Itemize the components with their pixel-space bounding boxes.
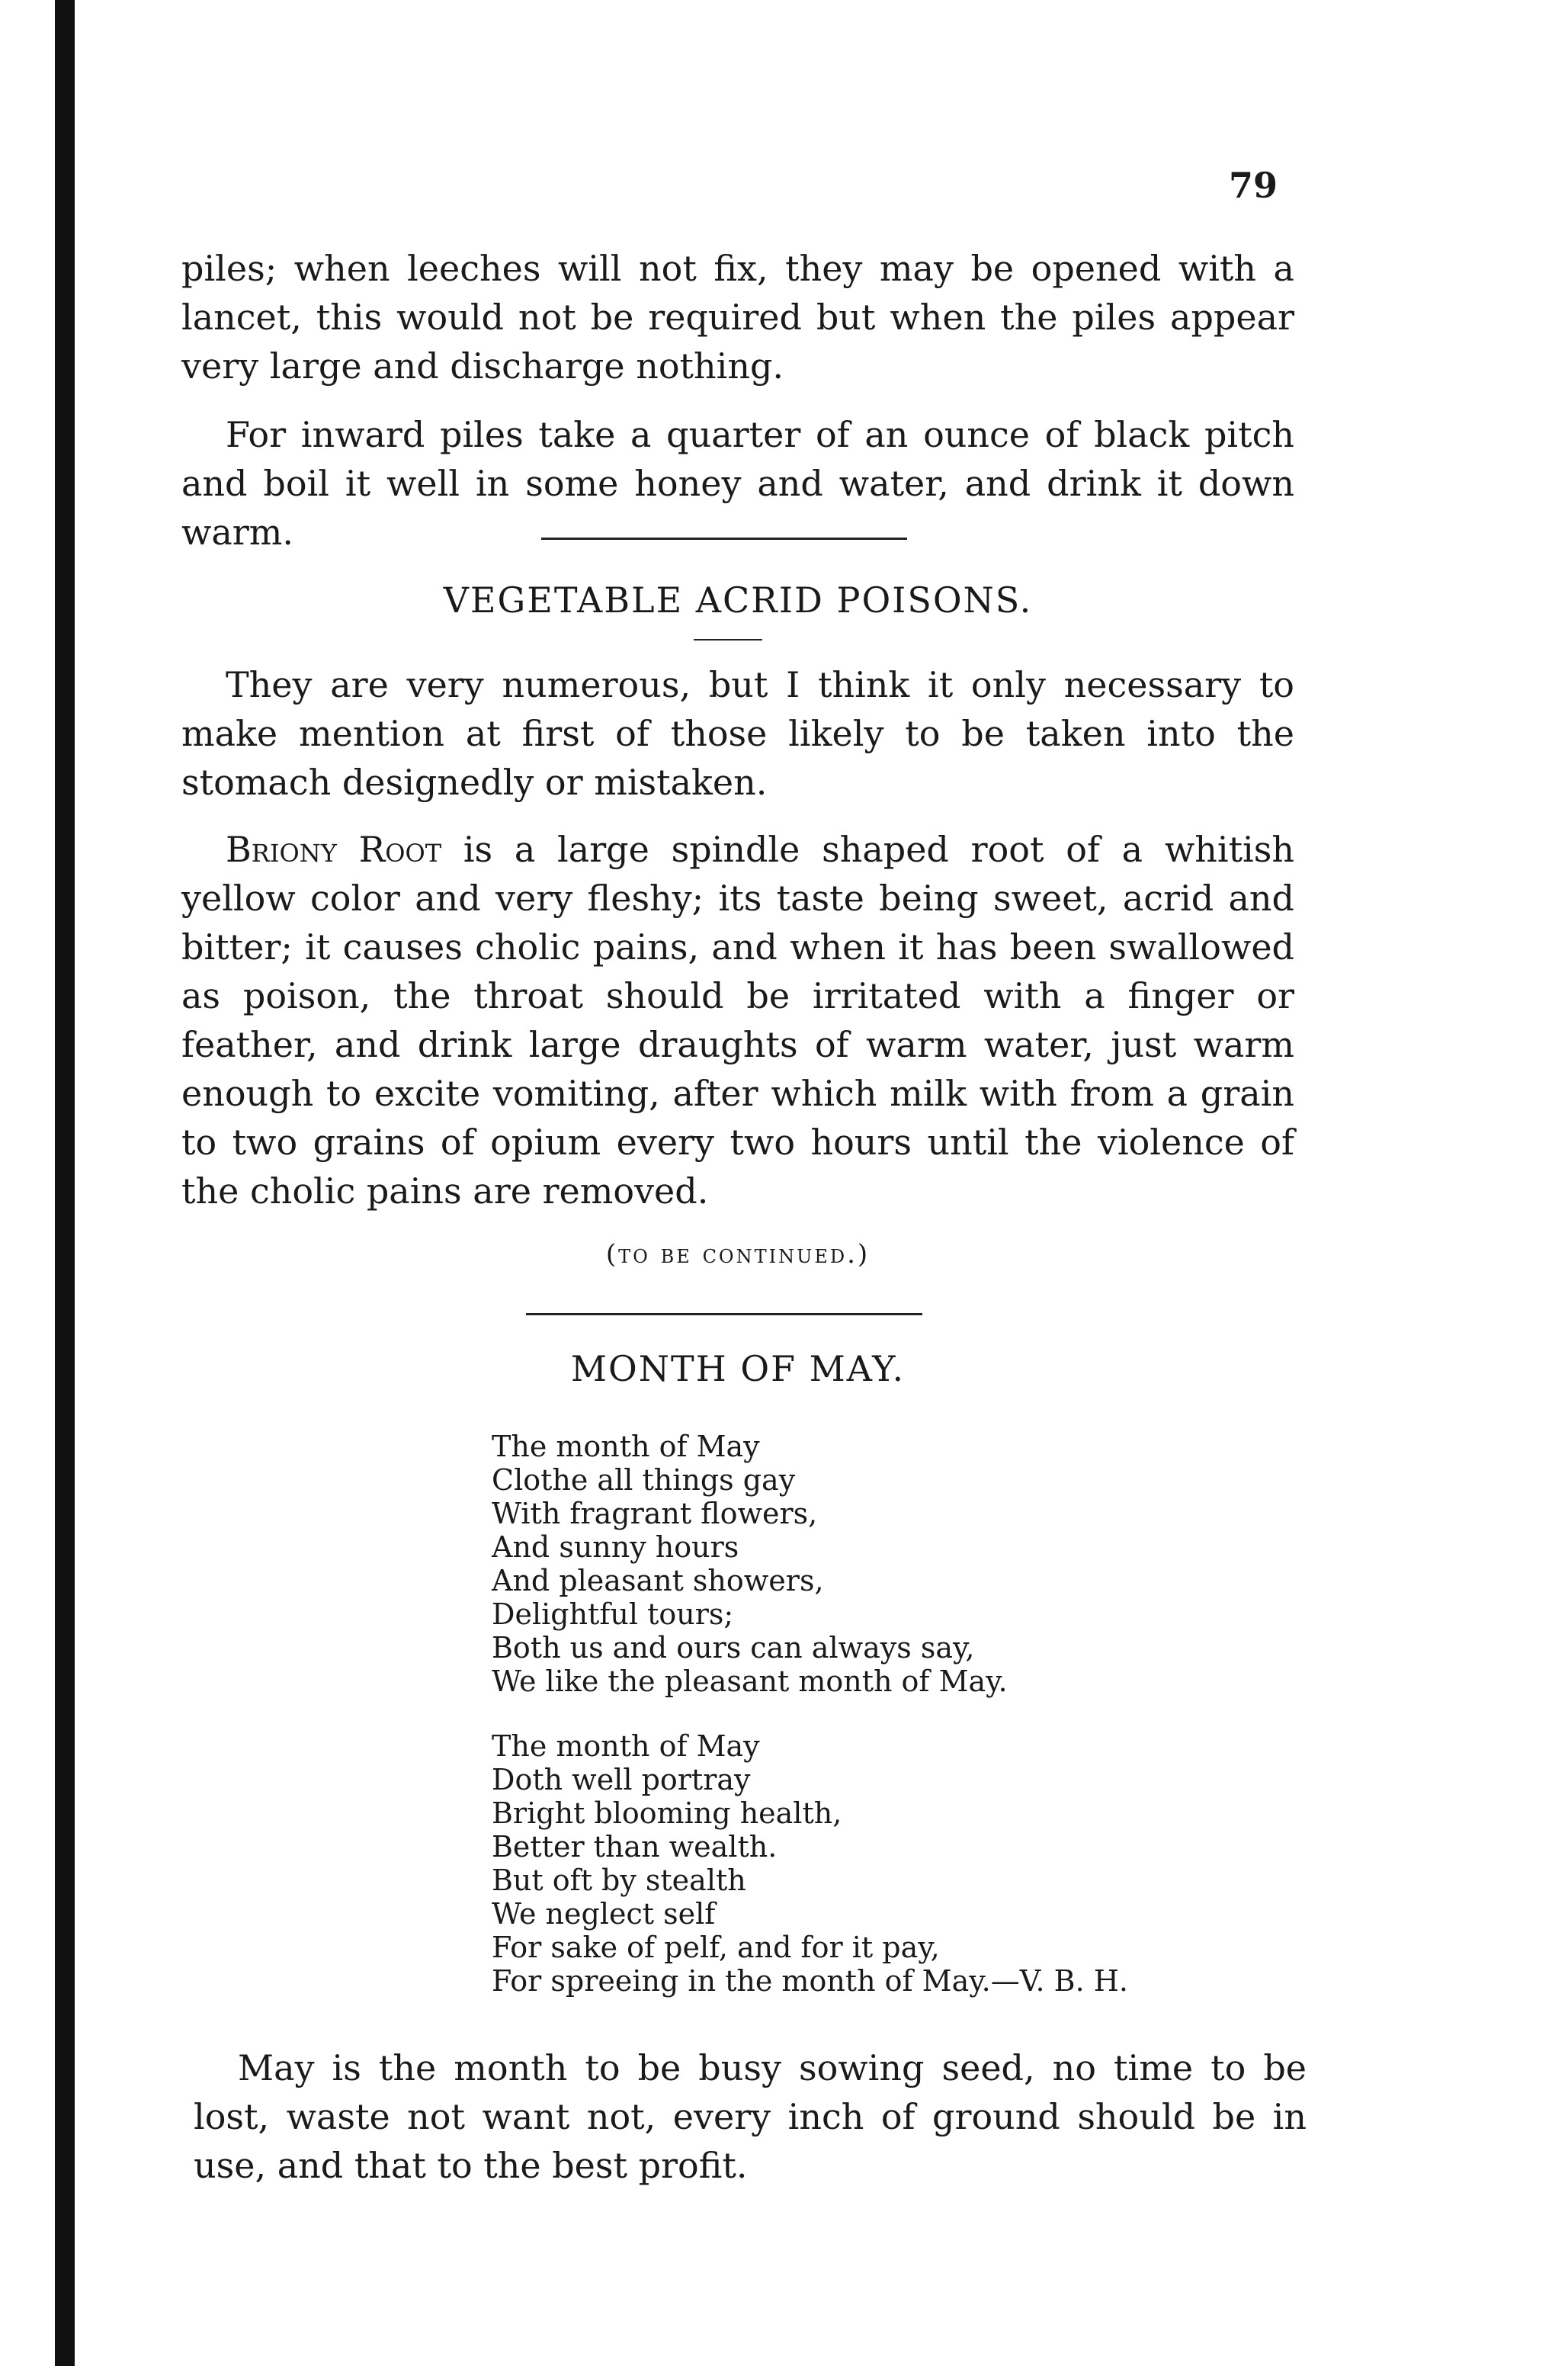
paragraph-piles-end: piles; when leeches will not fix, they may be opened with a lancet, this would not be required but when the piles appear very large and discharge nothing. — [181, 248, 1294, 387]
poem-line: Better than wealth. — [492, 1830, 778, 1864]
briony-root-term: Briony Root — [226, 829, 442, 870]
paragraph-may-closing: May is the month to be busy sowing seed, no time to be lost, waste not want not, every inch of ground should be in use, and that to the best profit. — [194, 2047, 1307, 2186]
poem-line: With fragrant flowers, — [492, 1497, 818, 1530]
section-title-vegetable-acrid-poisons: VEGETABLE ACRID POISONS. — [443, 579, 1033, 621]
poem-line: Doth well portray — [492, 1763, 751, 1796]
section-title-month-of-may: MONTH OF MAY. — [570, 1348, 906, 1389]
poem-line: And sunny hours — [492, 1530, 739, 1564]
section-divider-rule — [541, 538, 907, 540]
paragraph-briony-root — [181, 825, 1294, 1215]
poem-line: Clothe all things gay — [492, 1463, 796, 1497]
poem-stanza-2 — [492, 1729, 1254, 1998]
poem-line: And pleasant showers, — [492, 1564, 824, 1597]
poem-line: But oft by stealth — [492, 1864, 746, 1897]
poem-line: The month of May — [492, 1430, 760, 1463]
poem-line: Bright blooming health, — [492, 1796, 842, 1830]
section-divider-rule — [526, 1313, 922, 1315]
paragraph-inward-piles: For inward piles take a quarter of an ounce of black pitch and boil it well in some honey and water, and drink it down warm. — [181, 414, 1294, 553]
text-block-vegetable-intro — [181, 660, 1294, 807]
page-number: 79 — [1229, 165, 1278, 206]
paragraph-vegetable-intro: They are very numerous, but I think it only necessary to make mention at first of those likely to be taken into the stomach designedly or mistaken. — [181, 664, 1294, 803]
poem-line: For sake of pelf, and for it pay, — [492, 1931, 940, 1964]
page-binding-edge — [55, 0, 75, 2366]
to-be-continued-note: (to be continued.) — [605, 1239, 871, 1270]
text-block-briony-root — [181, 825, 1294, 1215]
title-underline-rule — [694, 639, 762, 640]
poem-line: Both us and ours can always say, — [492, 1631, 975, 1665]
poem-line: For spreeing in the month of May.—V. B. H. — [492, 1964, 1128, 1998]
poem-stanza-1 — [492, 1430, 1254, 1698]
text-block-inward-piles — [181, 410, 1294, 557]
poem-line: Delightful tours; — [492, 1597, 734, 1631]
text-block-may-closing — [194, 2043, 1307, 2190]
poem-line: The month of May — [492, 1729, 760, 1763]
text-block-piles — [181, 244, 1294, 390]
poem-line: We neglect self — [492, 1897, 716, 1931]
poem-line: We like the pleasant month of May. — [492, 1665, 1008, 1698]
briony-root-text: is a large spindle shaped root of a whitish yellow color and very fleshy; its taste being sweet, acrid and bitter; it causes cholic pains, and when it has been swallowed as poison, the throat should be irritated with a finger or feather, and drink large draughts of warm water, just warm enough to excite vomiting, after which milk with from a grain to two grains of opium every two hours until the violence of the cholic pains are removed. — [181, 829, 1294, 1212]
